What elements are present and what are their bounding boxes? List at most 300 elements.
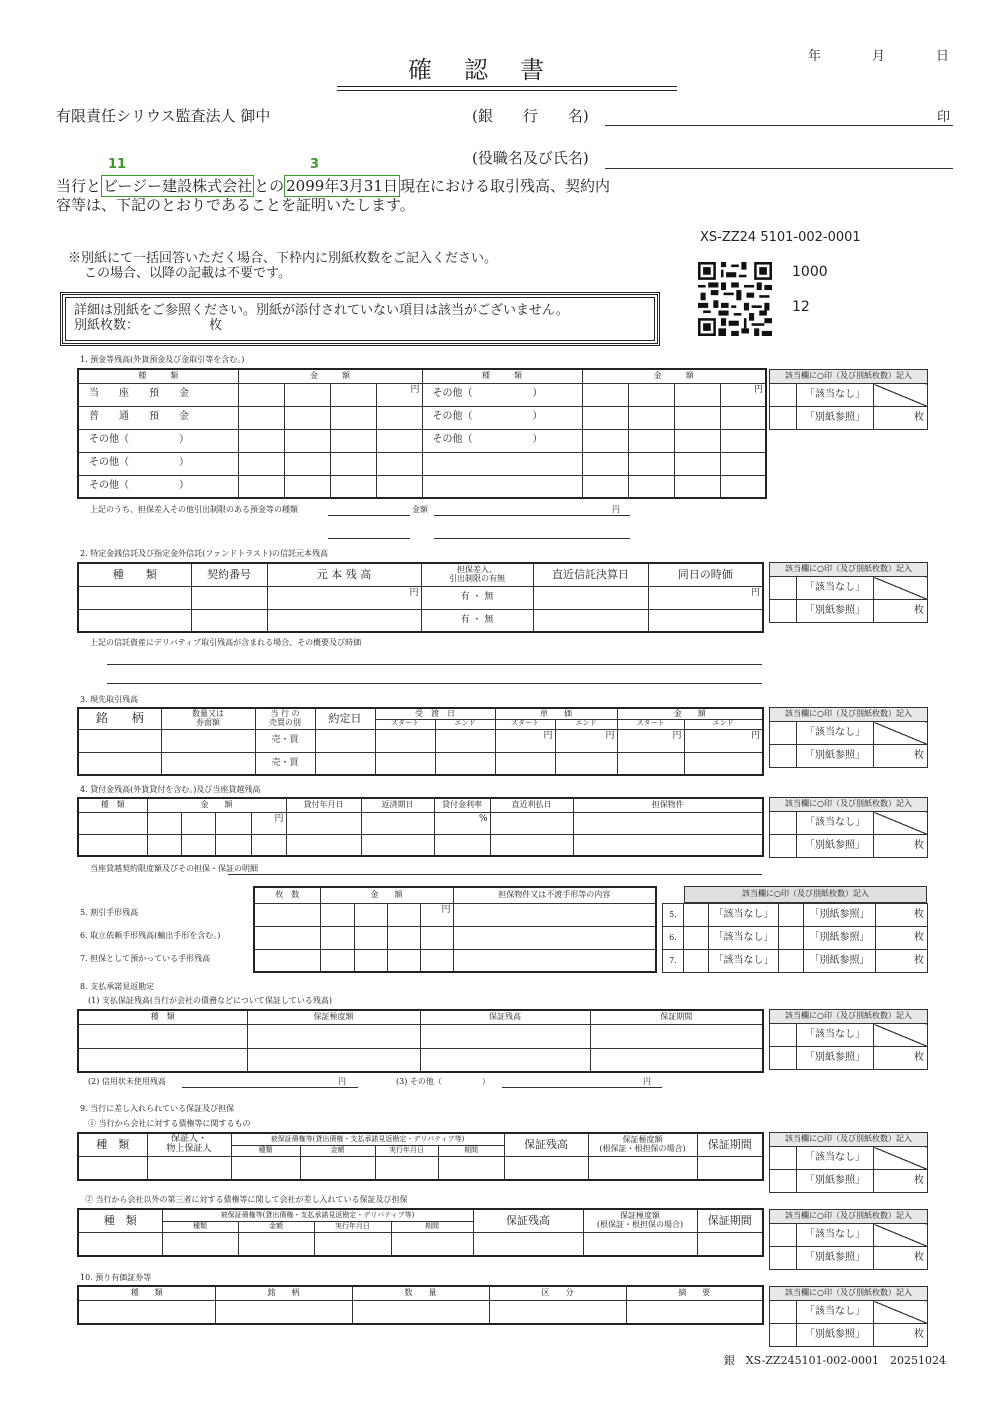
attached-count[interactable]: 枚 <box>874 407 928 430</box>
yen-unit: 円 <box>543 730 553 741</box>
cell[interactable] <box>147 812 181 834</box>
other-yen: 円 <box>643 1077 651 1086</box>
cell[interactable] <box>251 812 286 834</box>
cell[interactable] <box>286 834 361 856</box>
none-check[interactable] <box>684 927 709 950</box>
cell[interactable] <box>533 586 648 609</box>
none-check[interactable] <box>770 722 797 745</box>
cell[interactable] <box>420 949 453 972</box>
diagonal-cell <box>874 577 928 600</box>
buy-sell-option[interactable]: 売・買 <box>255 752 315 775</box>
col-interest-date: 直近利払日 <box>490 798 573 812</box>
deposit-kind: その他（ ） <box>78 429 238 452</box>
restricted-kind-field[interactable] <box>328 515 410 516</box>
cell[interactable] <box>453 949 656 972</box>
cell[interactable] <box>147 1156 231 1180</box>
col-restriction <box>421 563 533 586</box>
cell[interactable] <box>434 812 490 834</box>
col-amount-2: 金 額 <box>582 369 766 383</box>
col-amount: 金 額 <box>147 798 286 812</box>
cell[interactable] <box>473 1232 583 1256</box>
diagonal-cell <box>874 384 928 407</box>
amount-cell[interactable] <box>628 383 674 406</box>
doc-number-1: 1000 <box>792 264 828 280</box>
cell[interactable] <box>254 949 320 972</box>
yen-unit: 円 <box>750 587 760 598</box>
yen-unit: 円 <box>672 730 682 741</box>
amount-cell[interactable] <box>284 452 330 475</box>
company-name: ビージー建設株式会社 <box>103 177 253 195</box>
attached-count[interactable]: 枚 <box>876 927 928 950</box>
restricted-amount-label: 金額 <box>412 505 428 514</box>
attached-label: 「別紙参照」 <box>797 600 874 623</box>
cell[interactable] <box>375 729 435 752</box>
amount-cell[interactable] <box>720 475 766 498</box>
deposit-table <box>77 368 767 499</box>
yen-unit: 円 <box>274 813 284 824</box>
cell[interactable] <box>495 752 555 775</box>
amount-cell[interactable] <box>628 406 674 429</box>
col-loan-date: 貸付年月日 <box>286 798 361 812</box>
cell[interactable] <box>420 903 453 926</box>
restricted-yen: 円 <box>612 505 620 514</box>
derivative-field-1[interactable] <box>107 664 762 665</box>
side-box-9-2 <box>769 1209 928 1270</box>
cell[interactable] <box>434 834 490 856</box>
attached-label: 「別紙参照」 <box>797 835 874 858</box>
annotation-company: 11 <box>108 157 127 172</box>
amount-cell[interactable] <box>238 383 284 406</box>
yen-unit: 円 <box>605 730 615 741</box>
none-label: 「該当なし」 <box>797 1224 874 1247</box>
cell[interactable] <box>391 1232 473 1256</box>
none-label: 「該当なし」 <box>709 904 779 927</box>
attached-count[interactable]: 枚 <box>874 1170 928 1193</box>
cell[interactable] <box>387 949 420 972</box>
deposit-kind-right: その他（ ） <box>422 406 582 429</box>
cell[interactable] <box>387 926 420 949</box>
attachment-note: 詳細は別紙をご参照ください。別紙が添付されていない項目は該当がございません。 <box>74 303 569 318</box>
loan-table <box>77 797 764 857</box>
cell[interactable] <box>320 903 354 926</box>
col-buysell <box>255 708 315 729</box>
cell[interactable] <box>78 1156 147 1180</box>
percent-unit: % <box>478 813 488 824</box>
col-limit: 保証極度額 <box>247 1010 420 1024</box>
attached-count[interactable]: 枚 <box>874 1324 928 1347</box>
cell[interactable] <box>361 834 434 856</box>
other-label: (3) その他（ ） <box>396 1077 490 1086</box>
diagonal-cell <box>874 1147 928 1170</box>
amount-cell[interactable] <box>628 475 674 498</box>
deposit-kind: 当 座 預 金 <box>78 383 238 406</box>
amount-cell[interactable] <box>238 429 284 452</box>
bank-name-field[interactable] <box>605 125 953 126</box>
amount-cell[interactable] <box>330 406 376 429</box>
cell[interactable] <box>315 752 375 775</box>
cell[interactable] <box>315 729 375 752</box>
amount-cell[interactable] <box>628 429 674 452</box>
none-label: 「該当なし」 <box>709 927 779 950</box>
derivative-field-2[interactable] <box>107 683 762 684</box>
attachment-box <box>60 292 660 346</box>
restricted-kind-field-2[interactable] <box>328 538 410 539</box>
amount-cell[interactable] <box>376 452 422 475</box>
cell[interactable] <box>231 1156 300 1180</box>
none-label: 「該当なし」 <box>797 384 874 407</box>
attached-check[interactable] <box>770 1247 797 1270</box>
amount-cell[interactable] <box>238 475 284 498</box>
none-label: 「該当なし」 <box>797 1301 874 1324</box>
attached-label: 「別紙参照」 <box>804 927 876 950</box>
cell[interactable] <box>453 926 656 949</box>
none-check[interactable] <box>770 1301 797 1324</box>
amount-cell[interactable] <box>284 383 330 406</box>
addressee: 有限責任シリウス監査法人 御中 <box>56 107 271 125</box>
attached-check[interactable] <box>770 835 797 858</box>
page-title: 確 認 書 <box>408 56 548 84</box>
cell[interactable] <box>238 1232 314 1256</box>
side-box-header: 該当欄に○印（及び別紙枚数）記入 <box>770 563 928 577</box>
cell[interactable] <box>354 949 387 972</box>
cell[interactable] <box>583 1232 697 1256</box>
none-label: 「該当なし」 <box>709 950 779 973</box>
amount-cell[interactable] <box>720 452 766 475</box>
cell[interactable] <box>314 1232 391 1256</box>
side-box-header: 該当欄に○印（及び別紙枚数）記入 <box>770 708 928 722</box>
amount-cell[interactable] <box>330 383 376 406</box>
cell[interactable] <box>215 1300 352 1324</box>
buy-sell-option[interactable]: 売・買 <box>255 729 315 752</box>
attached-label: 「別紙参照」 <box>797 745 874 768</box>
cell[interactable] <box>254 903 320 926</box>
cell[interactable] <box>254 926 320 949</box>
cell[interactable] <box>684 729 763 752</box>
cell[interactable] <box>286 812 361 834</box>
cell[interactable] <box>697 1232 763 1256</box>
none-check[interactable] <box>770 384 797 407</box>
cell[interactable] <box>300 1156 375 1180</box>
cell[interactable] <box>251 834 286 856</box>
section-2-title: 2. 特定金銭信託及び指定金外信託(ファンドトラスト)の信託元本残高 <box>80 549 329 558</box>
side-box-header: 該当欄に○印（及び別紙枚数）記入 <box>770 1287 928 1301</box>
none-check[interactable] <box>770 577 797 600</box>
col-buysell-l1: 当 行 の <box>270 709 300 719</box>
cell[interactable] <box>453 903 656 926</box>
none-label: 「該当なし」 <box>797 812 874 835</box>
attached-label: 「別紙参照」 <box>797 407 874 430</box>
section-9-title: 9. 当行に差し入れられている保証及び担保 <box>80 1104 235 1113</box>
col-balance: 保証残高 <box>420 1010 590 1024</box>
date-year-label: 年 <box>808 49 822 64</box>
none-check[interactable] <box>684 904 709 927</box>
amount-cell[interactable] <box>238 452 284 475</box>
diagonal-cell <box>874 1024 928 1047</box>
attached-count[interactable]: 枚 <box>874 745 928 768</box>
amount-cell[interactable] <box>674 406 720 429</box>
kind-cell[interactable] <box>422 452 582 475</box>
amount-cell[interactable] <box>284 429 330 452</box>
cell[interactable] <box>697 1156 763 1180</box>
other-field[interactable] <box>502 1087 662 1088</box>
footer-code: 銀 XS-ZZ245101-002-0001 20251024 <box>723 1354 946 1367</box>
attached-check[interactable] <box>779 904 804 927</box>
yen-unit: 円 <box>753 384 763 395</box>
amount-cell[interactable] <box>376 429 422 452</box>
sub-amount: 金額 <box>238 1221 314 1232</box>
cell[interactable] <box>78 609 191 632</box>
cell[interactable] <box>78 1024 247 1048</box>
cell[interactable] <box>354 926 387 949</box>
attached-check[interactable] <box>770 1324 797 1347</box>
yen-unit: 円 <box>750 730 760 741</box>
amount-cell[interactable] <box>582 452 628 475</box>
bills-side-box <box>662 903 928 973</box>
col-balance: 保証残高 <box>473 1209 583 1232</box>
cell[interactable] <box>247 1048 420 1072</box>
repo-table <box>77 707 764 776</box>
attached-check[interactable] <box>770 745 797 768</box>
bank-name-label: (銀 行 名) <box>472 107 589 125</box>
restricted-amount-field-2[interactable] <box>434 538 630 539</box>
amount-cell[interactable] <box>720 429 766 452</box>
sub-start: スタート <box>375 719 435 729</box>
amount-cell[interactable] <box>674 429 720 452</box>
none-label: 「該当なし」 <box>797 1024 874 1047</box>
cell[interactable] <box>588 1156 697 1180</box>
attached-count[interactable]: 枚 <box>874 600 928 623</box>
cell[interactable] <box>78 752 161 775</box>
attached-label: 「別紙参照」 <box>804 950 876 973</box>
amount-cell[interactable] <box>330 429 376 452</box>
cell[interactable] <box>490 812 573 834</box>
amount-cell[interactable] <box>720 383 766 406</box>
col-quantity-l2: 券面額 <box>196 717 220 727</box>
sub-kind: 種類 <box>162 1221 238 1232</box>
side-box-header: 該当欄に○印（及び別紙枚数）記入 <box>770 1210 928 1224</box>
cell[interactable] <box>78 586 191 609</box>
attached-count[interactable]: 枚 <box>874 1247 928 1270</box>
amount-cell[interactable] <box>376 406 422 429</box>
none-check[interactable] <box>770 812 797 835</box>
cell[interactable] <box>161 729 255 752</box>
attached-label: 「別紙参照」 <box>797 1170 874 1193</box>
row-label-5: 5. 割引手形残高 <box>80 908 139 917</box>
cell[interactable] <box>181 834 215 856</box>
side-box-10 <box>769 1286 928 1347</box>
col-market-value: 同日の時価 <box>648 563 763 586</box>
none-check[interactable] <box>770 1147 797 1170</box>
col-guarantor-l1: 保証人・ <box>170 1134 207 1145</box>
cell[interactable] <box>191 609 267 632</box>
col-restriction-l2: 引出制限の有無 <box>449 573 505 583</box>
attached-count[interactable]: 枚 <box>874 1047 928 1070</box>
col-limit-l1: 保証極度額 <box>620 1211 661 1221</box>
statement-mid: との <box>254 177 285 195</box>
title-underline <box>337 86 677 91</box>
notice-line-2: この場合、以降の記載は不要です。 <box>84 266 291 281</box>
yen-unit: 円 <box>441 904 451 915</box>
col-unit-price: 単 価 <box>495 708 617 719</box>
cell[interactable] <box>78 1232 162 1256</box>
cell[interactable] <box>78 729 161 752</box>
amount-cell[interactable] <box>674 383 720 406</box>
cell[interactable] <box>247 1024 420 1048</box>
col-restriction-l1: 担保差入、 <box>457 565 497 575</box>
amount-cell[interactable] <box>330 475 376 498</box>
none-check[interactable] <box>684 950 709 973</box>
cell[interactable] <box>78 1048 247 1072</box>
attached-count[interactable]: 枚 <box>876 950 928 973</box>
side-box-header: 該当欄に○印（及び別紙枚数）記入 <box>770 1133 928 1147</box>
cell[interactable] <box>489 1300 626 1324</box>
cell[interactable] <box>555 752 617 775</box>
attached-count[interactable]: 枚 <box>876 904 928 927</box>
cell[interactable] <box>320 926 354 949</box>
none-label: 「該当なし」 <box>797 722 874 745</box>
cell[interactable] <box>626 1300 763 1324</box>
cell[interactable] <box>420 926 453 949</box>
col-quantity: 数 量 <box>352 1286 489 1300</box>
amount-cell[interactable] <box>674 475 720 498</box>
cell[interactable] <box>533 609 648 632</box>
col-quantity-l1: 数量又は <box>192 709 224 719</box>
cell[interactable] <box>181 812 215 834</box>
col-limit <box>583 1209 697 1232</box>
sub-amount: 金額 <box>300 1145 375 1156</box>
overdraft-field[interactable] <box>228 874 762 875</box>
yes-no-option[interactable]: 有 ・ 無 <box>421 586 533 609</box>
none-label: 「該当なし」 <box>797 577 874 600</box>
cell[interactable] <box>590 1048 763 1072</box>
lc-field[interactable] <box>182 1087 358 1088</box>
attached-check[interactable] <box>770 600 797 623</box>
col-kind: 種 類 <box>78 1133 147 1156</box>
cell[interactable] <box>78 812 147 834</box>
col-contract-date: 約定日 <box>315 708 375 729</box>
derivative-note: 上記の信託資産にデリバティブ取引残高が含まれる場合、その概要及び時価 <box>90 638 362 647</box>
attached-check[interactable] <box>779 927 804 950</box>
cell[interactable] <box>215 834 251 856</box>
cell[interactable] <box>420 1048 590 1072</box>
cell[interactable] <box>435 729 495 752</box>
attached-check[interactable] <box>770 1047 797 1070</box>
amount-cell[interactable] <box>628 452 674 475</box>
amount-cell[interactable] <box>284 475 330 498</box>
cell[interactable] <box>147 834 181 856</box>
amount-cell[interactable] <box>582 429 628 452</box>
cell[interactable] <box>78 1300 215 1324</box>
col-collateral: 担保物件又は不渡手形等の内容 <box>453 887 656 903</box>
bills-side-header <box>684 886 927 903</box>
col-issue: 銘 柄 <box>78 708 161 729</box>
amount-cell[interactable] <box>238 406 284 429</box>
none-check[interactable] <box>770 1224 797 1247</box>
amount-cell[interactable] <box>284 406 330 429</box>
col-guarantor <box>147 1133 231 1156</box>
none-check[interactable] <box>770 1024 797 1047</box>
cell[interactable] <box>375 1156 438 1180</box>
restricted-amount-field[interactable] <box>434 515 630 516</box>
cell[interactable] <box>648 609 763 632</box>
cell[interactable] <box>320 949 354 972</box>
cell[interactable] <box>387 903 420 926</box>
cell[interactable] <box>648 586 763 609</box>
section-4-title: 4. 貸付金残高(外貨貸付を含む。)及び当座貸越残高 <box>80 785 261 794</box>
cell[interactable] <box>162 1232 238 1256</box>
cell[interactable] <box>438 1156 504 1180</box>
cell[interactable] <box>435 752 495 775</box>
diagonal-cell <box>874 1301 928 1324</box>
col-contract: 契約番号 <box>191 563 267 586</box>
side-box-header: 該当欄に○印（及び別紙枚数）記入 <box>685 887 927 903</box>
col-guarantor-l2: 物上保証人 <box>166 1143 212 1154</box>
cell[interactable] <box>573 812 763 834</box>
col-collateral: 担保物件 <box>573 798 763 812</box>
kind-cell[interactable] <box>422 475 582 498</box>
overdraft-note: 当座貸越契約限度額及びその担保・保証の明細 <box>90 864 258 873</box>
amount-cell[interactable] <box>376 383 422 406</box>
cell[interactable] <box>361 812 434 834</box>
sub-term: 期間 <box>438 1145 504 1156</box>
cell[interactable] <box>78 834 147 856</box>
officer-name-field[interactable] <box>605 168 953 169</box>
col-remarks: 摘 要 <box>626 1286 763 1300</box>
cell[interactable] <box>267 586 421 609</box>
cell[interactable] <box>617 729 684 752</box>
cell[interactable] <box>490 834 573 856</box>
cell[interactable] <box>352 1300 489 1324</box>
yen-unit: 円 <box>410 384 420 395</box>
amount-cell[interactable] <box>720 406 766 429</box>
col-amount: 金 額 <box>238 369 422 383</box>
yes-no-option[interactable]: 有 ・ 無 <box>421 609 533 632</box>
sub-start: スタート <box>495 719 555 729</box>
cell[interactable] <box>573 834 763 856</box>
cell[interactable] <box>354 903 387 926</box>
amount-cell[interactable] <box>582 475 628 498</box>
cell[interactable] <box>495 729 555 752</box>
amount-cell[interactable] <box>674 452 720 475</box>
amount-cell[interactable] <box>582 406 628 429</box>
col-quantity <box>161 708 255 729</box>
cell[interactable] <box>215 812 251 834</box>
cell[interactable] <box>617 752 684 775</box>
sub-end: エンド <box>435 719 495 729</box>
amount-cell[interactable] <box>376 475 422 498</box>
cell[interactable] <box>590 1024 763 1048</box>
attached-count[interactable]: 枚 <box>874 835 928 858</box>
amount-cell[interactable] <box>330 452 376 475</box>
cell[interactable] <box>161 752 255 775</box>
cell[interactable] <box>267 609 421 632</box>
attached-check[interactable] <box>770 1170 797 1193</box>
cell[interactable] <box>375 752 435 775</box>
attached-check[interactable] <box>779 950 804 973</box>
bills-table <box>253 886 657 973</box>
attached-check[interactable] <box>770 407 797 430</box>
row-num: 6. <box>663 927 684 950</box>
cell[interactable] <box>555 729 617 752</box>
col-delivery: 受 渡 日 <box>375 708 495 719</box>
cell[interactable] <box>504 1156 588 1180</box>
amount-cell[interactable] <box>582 383 628 406</box>
cell[interactable] <box>420 1024 590 1048</box>
collateral-table-1 <box>77 1132 764 1181</box>
col-settlement-date: 直近信託決算日 <box>533 563 648 586</box>
cell[interactable] <box>684 752 763 775</box>
cell[interactable] <box>191 586 267 609</box>
